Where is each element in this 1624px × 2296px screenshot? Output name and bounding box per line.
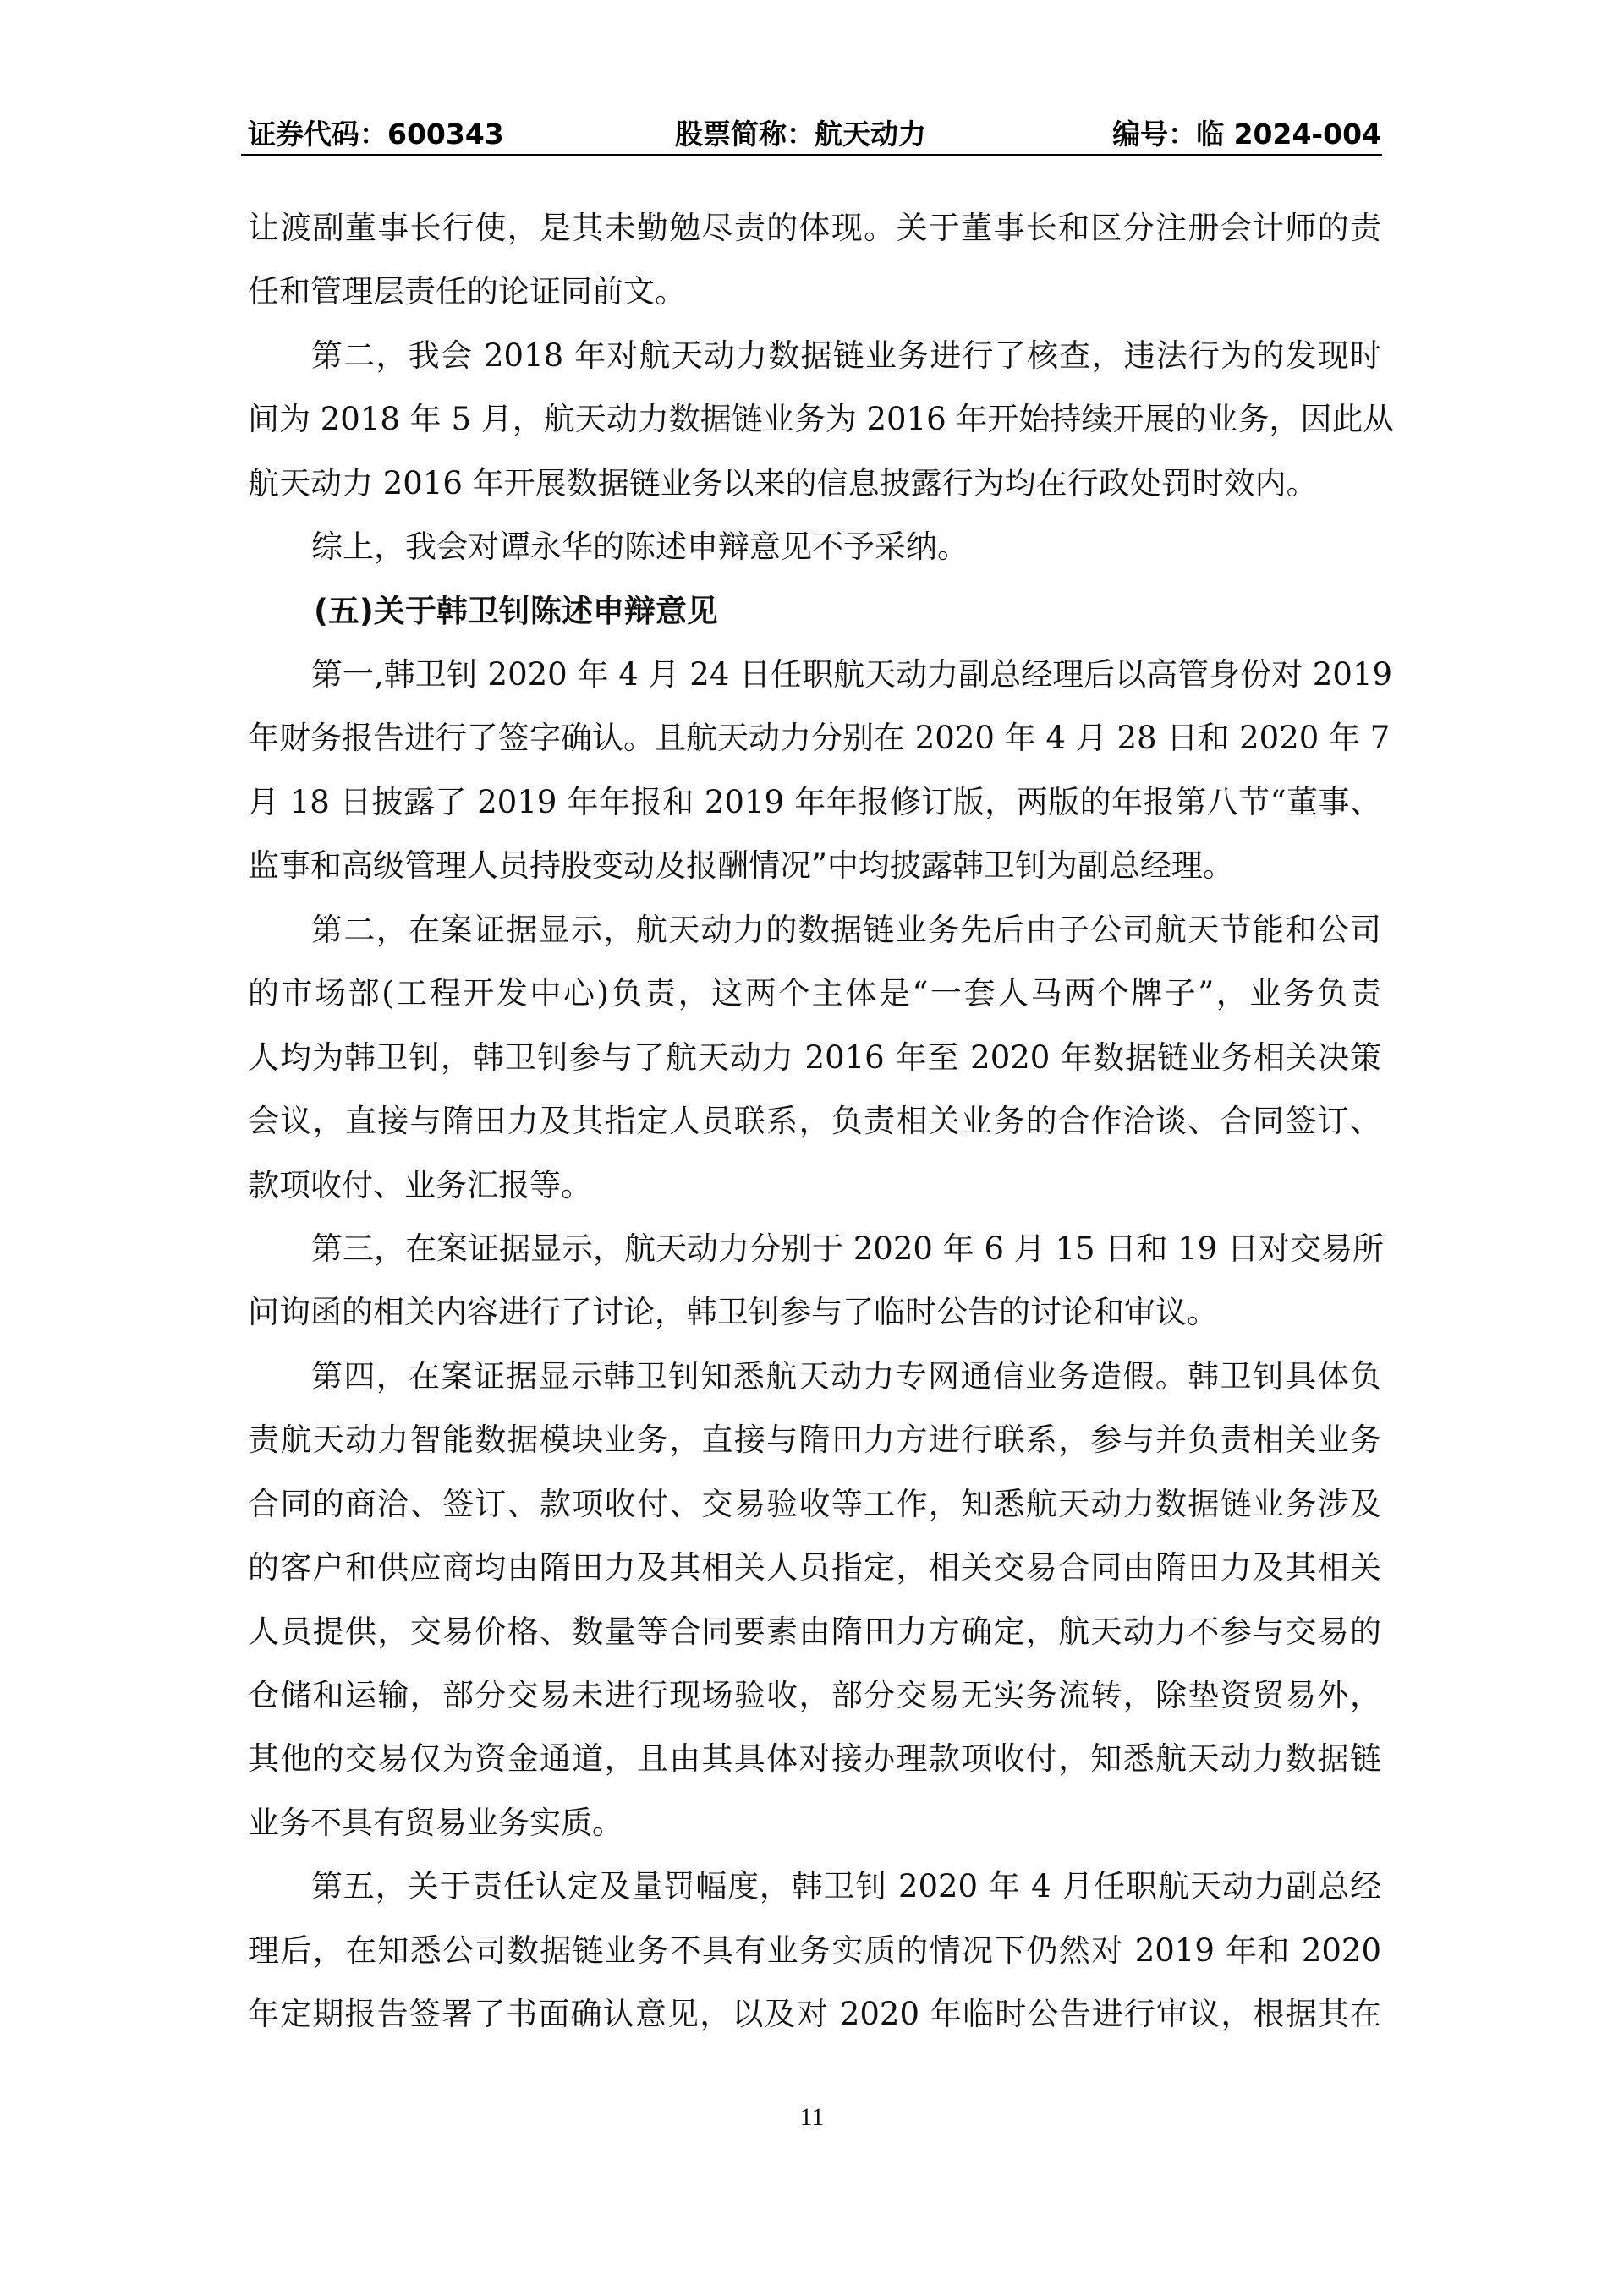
document-number: 编号：临 2024-004 (1112, 118, 1381, 151)
body-text-line: 业务不具有贸易业务实质。 (248, 1804, 623, 1841)
stock-abbreviation: 股票简称：航天动力 (675, 118, 926, 151)
body-text-line: 第三，在案证据显示，航天动力分别于 2020 年 6 月 15 日和 19 日对交易所 (311, 1230, 1384, 1267)
body-text-line: 会议，直接与隋田力及其指定人员联系，负责相关业务的合作洽谈、合同签订、 (248, 1103, 1381, 1139)
body-text-line: 的客户和供应商均由隋田力及其相关人员指定，相关交易合同由隋田力及其相关 (248, 1549, 1381, 1586)
security-code: 证券代码：600343 (248, 118, 504, 151)
body-text-line: 第四，在案证据显示韩卫钊知悉航天动力专网通信业务造假。韩卫钊具体负 (311, 1357, 1381, 1395)
section-heading: (五)关于韩卫钊陈述申辩意见 (314, 592, 718, 629)
body-text-line: 人均为韩卫钊，韩卫钊参与了航天动力 2016 年至 2020 年数据链业务相关决策 (248, 1038, 1381, 1076)
body-text-line: 人员提供，交易价格、数量等合同要素由隋田力方确定，航天动力不参与交易的 (248, 1613, 1381, 1650)
body-text-line: 航天动力 2016 年开展数据链业务以来的信息披露行为均在行政处罚时效内。 (248, 464, 1318, 501)
body-text-line: 任和管理层责任的论证同前文。 (248, 273, 686, 310)
body-text-line: 仓储和运输，部分交易未进行现场验收，部分交易无实务流转，除垫资贸易外， (248, 1676, 1381, 1713)
body-text-line: 监事和高级管理人员持股变动及报酬情况”中均披露韩卫钊为副总经理。 (248, 847, 1234, 885)
body-text-line: 月 18 日披露了 2019 年年报和 2019 年年报修订版，两版的年报第八节“董事、 (248, 783, 1381, 820)
body-text-line: 理后，在知悉公司数据链业务不具有业务实质的情况下仍然对 2019 年和 2020 (248, 1932, 1381, 1969)
body-text-line: 第五，关于责任认定及量罚幅度，韩卫钊 2020 年 4 月任职航天动力副总经 (311, 1868, 1381, 1905)
body-text-line: 间为 2018 年 5 月，航天动力数据链业务为 2016 年开始持续开展的业务，因此从 (248, 401, 1395, 438)
body-text-line: 第一,韩卫钊 2020 年 4 月 24 日任职航天动力副总经理后以高管身份对 2019 (311, 656, 1393, 693)
body-text-line: 第二，我会 2018 年对航天动力数据链业务进行了核查，违法行为的发现时 (311, 337, 1381, 374)
body-text-line: 合同的商洽、签订、款项收付、交易验收等工作，知悉航天动力数据链业务涉及 (248, 1485, 1381, 1522)
header-divider (241, 154, 1382, 156)
body-text-line: 年定期报告签署了书面确认意见，以及对 2020 年临时公告进行审议，根据其在 (248, 1996, 1381, 2032)
body-text-line: 的市场部(工程开发中心)负责，这两个主体是“一套人马两个牌子”，业务负责 (248, 975, 1381, 1012)
body-text-line: 让渡副董事长行使，是其未勤勉尽责的体现。关于董事长和区分注册会计师的责 (248, 210, 1381, 246)
body-text-line: 问询函的相关内容进行了讨论，韩卫钊参与了临时公告的讨论和审议。 (248, 1294, 1218, 1331)
body-text-line: 第二，在案证据显示，航天动力的数据链业务先后由子公司航天节能和公司 (311, 911, 1381, 948)
body-text-line: 其他的交易仅为资金通道，且由其具体对接办理款项收付，知悉航天动力数据链 (248, 1740, 1381, 1778)
body-text-line: 年财务报告进行了签字确认。且航天动力分别在 2020 年 4 月 28 日和 2020 年 7 (248, 720, 1391, 757)
body-text-line: 责航天动力智能数据模块业务，直接与隋田力方进行联系，参与并负责相关业务 (248, 1422, 1381, 1459)
body-text-line: 款项收付、业务汇报等。 (248, 1166, 592, 1203)
body-text-line: 综上，我会对谭永华的陈述申辩意见不予采纳。 (311, 529, 968, 566)
page-number: 11 (799, 2103, 825, 2131)
